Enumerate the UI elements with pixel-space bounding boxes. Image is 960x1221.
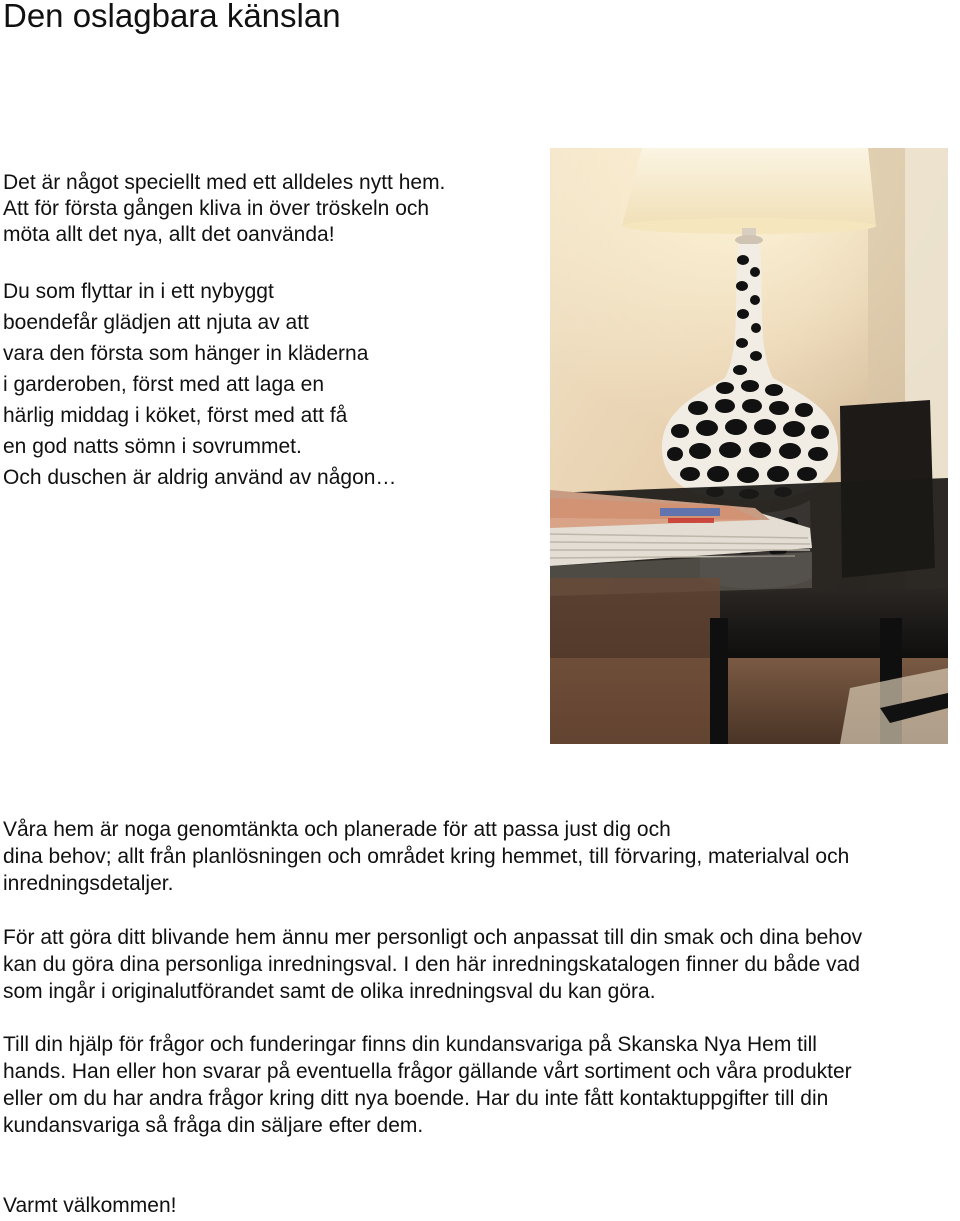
paragraph-line: Våra hem är noga genomtänkta och planerade för att passa just dig och <box>3 818 671 841</box>
intro-line: Att för första gången kliva in över tröskeln och <box>3 197 430 220</box>
paragraph-line: inredningsdetaljer. <box>3 872 174 895</box>
paragraph-line: Till din hjälp för frågor och funderingar finns din kundansvariga på Skanska Nya Hem till <box>3 1033 817 1056</box>
paragraph-line: en god natts sömn i sovrummet. <box>3 435 302 458</box>
paragraph-line: som ingår i originalutförandet samt de olika inredningsval du kan göra. <box>3 980 656 1003</box>
paragraph-line: kundansvariga så fråga din säljare efter dem. <box>3 1114 424 1137</box>
paragraph-line: härlig middag i köket, först med att få <box>3 404 348 427</box>
paragraph-homes <box>3 816 849 897</box>
paragraph-line: boendefår glädjen att njuta av att <box>3 311 309 334</box>
page-title: Den oslagbara känslan <box>3 0 341 34</box>
paragraph-line: hands. Han eller hon svarar på eventuella frågor gällande vårt sortiment och våra produkter <box>3 1060 852 1083</box>
paragraph-line: eller om du har andra frågor kring ditt nya boende. Har du inte fått kontaktuppgifter till din <box>3 1087 829 1110</box>
intro-line: Det är något speciellt med ett alldeles nytt hem. <box>3 171 446 194</box>
paragraph-line: kan du göra dina personliga inredningsval. I den här inredningskatalogen finner du både vad <box>3 953 860 976</box>
paragraph-line: vara den första som hänger in kläderna <box>3 342 369 365</box>
intro-paragraph <box>3 167 445 250</box>
lamp-photo <box>550 148 948 744</box>
paragraph-moving-in <box>3 276 396 493</box>
intro-line: möta allt det nya, allt det oanvända! <box>3 223 335 246</box>
paragraph-choices <box>3 924 862 1005</box>
paragraph-line: Och duschen är aldrig använd av någon… <box>3 466 397 489</box>
paragraph-line: dina behov; allt från planlösningen och området kring hemmet, till förvaring, materialval och <box>3 845 850 868</box>
paragraph-help <box>3 1031 852 1139</box>
paragraph-line: För att göra ditt blivande hem ännu mer personligt och anpassat till din smak och dina behov <box>3 926 863 949</box>
paragraph-line: i garderoben, först med att laga en <box>3 373 325 396</box>
paragraph-line: Du som flyttar in i ett nybyggt <box>3 280 274 303</box>
closing-greeting <box>3 1190 177 1221</box>
closing-line: Varmt välkommen! <box>3 1194 177 1217</box>
